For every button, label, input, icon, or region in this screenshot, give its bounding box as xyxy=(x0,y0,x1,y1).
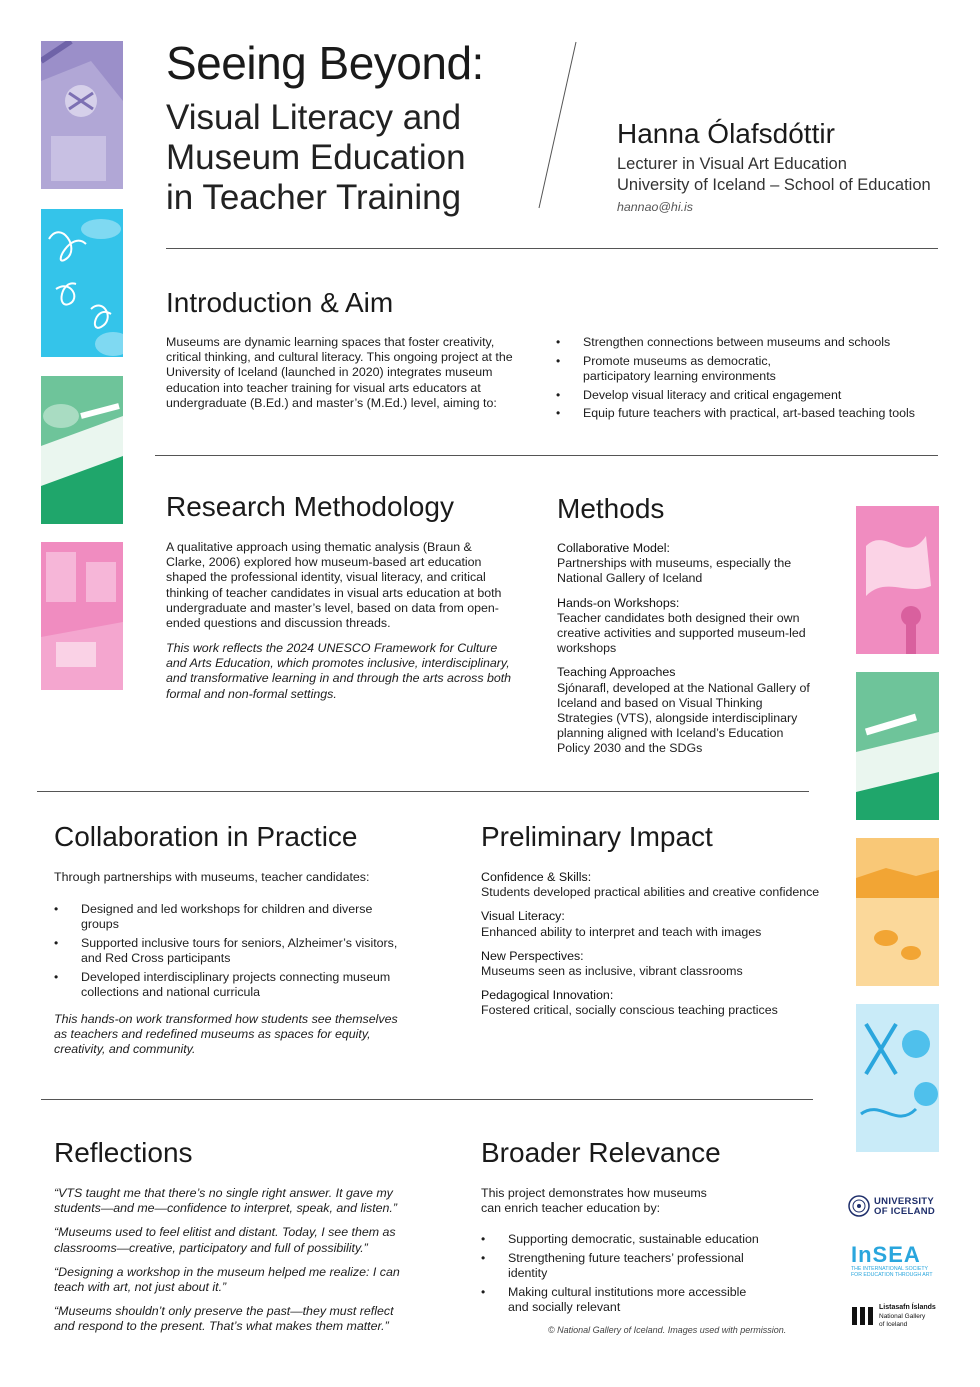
list-item: • Equip future teachers with practical, art-based teaching tools xyxy=(556,406,936,421)
gallery-line-1: Listasafn Íslands xyxy=(879,1304,936,1311)
list-item: • Developed interdisciplinary projects connecting museum collections and national curricula xyxy=(54,970,404,1000)
subtitle-line-1: Visual Literacy and xyxy=(166,98,462,137)
photo-lightblue-tools xyxy=(856,1004,939,1152)
poster-title: Seeing Beyond: xyxy=(166,37,484,89)
impact-desc: Museums seen as inclusive, vibrant classrooms xyxy=(481,964,743,979)
list-item: • Designed and led workshops for children and diverse groups xyxy=(54,902,404,932)
list-item: • Develop visual literacy and critical engagement xyxy=(556,388,936,403)
impact-desc: Fostered critical, socially conscious teaching practices xyxy=(481,1003,778,1018)
author-role: Lecturer in Visual Art Education xyxy=(617,155,847,173)
university-of-iceland-logo xyxy=(848,1195,940,1219)
methods-term: Collaborative Model: xyxy=(557,541,670,555)
methods-item xyxy=(557,541,815,587)
photo-orange-outdoor xyxy=(856,838,939,986)
divider-intro xyxy=(155,455,938,456)
impact-term: Visual Literacy: xyxy=(481,909,565,924)
list-item: • Strengthen connections between museums and schools xyxy=(556,335,936,350)
impact-heading: Preliminary Impact xyxy=(481,821,713,852)
impact-desc: Enhanced ability to interpret and teach with images xyxy=(481,924,762,939)
relevance-lead: This project demonstrates how museums can enrich teacher education by: xyxy=(481,1186,707,1216)
uoi-line-1: UNIVERSITY xyxy=(874,1196,935,1207)
image-credit: © National Gallery of Iceland. Images used with permission. xyxy=(548,1325,787,1335)
relevance-heading: Broader Relevance xyxy=(481,1137,721,1168)
subtitle-line-2: Museum Education xyxy=(166,138,466,177)
methods-heading: Methods xyxy=(557,493,665,524)
reflections-heading: Reflections xyxy=(54,1137,193,1168)
list-item: • Strengthening future teachers’ professional identity xyxy=(481,1251,781,1281)
divider-impact xyxy=(41,1099,813,1100)
collaboration-heading: Collaboration in Practice xyxy=(54,821,358,852)
impact-term: Pedagogical Innovation: xyxy=(481,988,614,1003)
reflection-quote: “Museums shouldn’t only preserve the past—they must reflect and respond to the present. That’s what makes them matter.” xyxy=(54,1304,394,1334)
methods-term: Hands-on Workshops: xyxy=(557,595,680,610)
reflection-quote: “Designing a workshop in the museum helped me realize: I can teach with art, not just about it.” xyxy=(54,1264,400,1295)
impact-list xyxy=(481,870,821,1028)
methods-desc: Partnerships with museums, especially the National Gallery of Iceland xyxy=(557,556,792,586)
photo-green-paper xyxy=(856,672,939,820)
impact-term: Confidence & Skills: xyxy=(481,870,592,884)
author-email[interactable]: hannao@hi.is xyxy=(617,200,693,214)
intro-aims-list xyxy=(556,335,936,425)
photo-pink-sculpture xyxy=(856,506,939,654)
national-gallery-logo xyxy=(851,1303,941,1331)
insea-line-2: FOR EDUCATION THROUGH ART xyxy=(851,1272,933,1278)
reflection-quote: “VTS taught me that there’s no single right answer. It gave my students—and me—confidence to interpret, speak, and listen.” xyxy=(54,1186,397,1216)
collaboration-lead: Through partnerships with museums, teacher candidates: xyxy=(54,870,370,884)
collaboration-list xyxy=(54,902,404,1004)
insea-line-1: THE INTERNATIONAL SOCIETY xyxy=(851,1266,928,1272)
divider-header xyxy=(166,248,938,249)
author-affiliation: University of Iceland – School of Education xyxy=(617,176,931,194)
relevance-list xyxy=(481,1232,781,1319)
list-item: • Promote museums as democratic, participatory learning environments xyxy=(556,354,936,384)
impact-item xyxy=(481,988,821,1018)
photo-cyan-threads xyxy=(41,209,123,357)
photo-pink-gallery xyxy=(41,542,123,690)
divider-methods xyxy=(37,791,809,792)
research-note: This work reflects the 2024 UNESCO Framework for Culture and Arts Education, which promotes inclusive, interdisciplinary, and transformative learning in and through the arts across both formal and non-formal settings. xyxy=(166,641,512,701)
impact-term: New Perspectives: xyxy=(481,948,584,963)
poster-subtitle xyxy=(166,98,466,218)
methods-term: Teaching Approaches xyxy=(557,665,676,680)
photo-green-writing xyxy=(41,376,123,524)
list-item: • Supporting democratic, sustainable education xyxy=(481,1232,781,1247)
header-slash-divider xyxy=(536,40,580,210)
photo-purple-workshop xyxy=(41,41,123,189)
impact-item xyxy=(481,870,821,900)
impact-item xyxy=(481,909,821,939)
methods-list xyxy=(557,541,815,766)
reflection-quote: “Museums used to feel elitist and distant. Today, I see them as classrooms—creative, participatory and full of possibility.” xyxy=(54,1225,396,1255)
uoi-seal-icon xyxy=(848,1195,870,1217)
author-name: Hanna Ólafsdóttir xyxy=(617,118,835,149)
methods-item xyxy=(557,596,815,657)
gallery-line-2: National Gallery xyxy=(879,1313,926,1320)
list-item: • Supported inclusive tours for seniors, Alzheimer’s visitors, and Red Cross participants xyxy=(54,936,404,966)
gallery-mark-icon xyxy=(851,1305,875,1327)
uoi-line-2: OF ICELAND xyxy=(874,1206,936,1217)
methods-desc: Sjónarafl, developed at the National Gallery of Iceland and based on Visual Thinking Strategies (VTS), alongside interdisciplinary planning aligned with Iceland’s Education Policy 2030 and the SDGs xyxy=(557,680,810,756)
collaboration-note: This hands-on work transformed how students see themselves as teachers and redefined museums as spaces for equity, creativity, and community. xyxy=(54,1012,398,1057)
list-item: • Making cultural institutions more accessible and socially relevant xyxy=(481,1285,781,1315)
impact-desc: Students developed practical abilities and creative confidence xyxy=(481,885,820,900)
impact-item xyxy=(481,949,821,979)
reflections-quotes xyxy=(54,1186,406,1344)
intro-heading: Introduction & Aim xyxy=(166,287,394,318)
insea-logo xyxy=(851,1244,941,1280)
gallery-line-3: of Iceland xyxy=(879,1321,908,1328)
intro-paragraph: Museums are dynamic learning spaces that foster creativity, critical thinking, and cultural literacy. This ongoing project at the University of Iceland (launched in 2020) integrates museum education into teacher training for visual arts educators at undergraduate (B.Ed.) and master’s (M.Ed.) level, aiming to: xyxy=(166,335,513,410)
methods-desc: Teacher candidates both designed their own creative activities and supported museum-led workshops xyxy=(557,610,806,656)
research-paragraph: A qualitative approach using thematic analysis (Braun & Clarke, 2006) explored how museum-based art education shaped the professional identity, visual literacy, and critical thinking of teacher candidates in visual arts education at both undergraduate and master’s level, based on data from open-ended questions and discussion threads. xyxy=(166,540,502,631)
insea-mark: InSEA xyxy=(851,1242,921,1267)
methods-item xyxy=(557,665,815,756)
subtitle-line-3: in Teacher Training xyxy=(166,178,462,217)
research-heading: Research Methodology xyxy=(166,491,454,522)
